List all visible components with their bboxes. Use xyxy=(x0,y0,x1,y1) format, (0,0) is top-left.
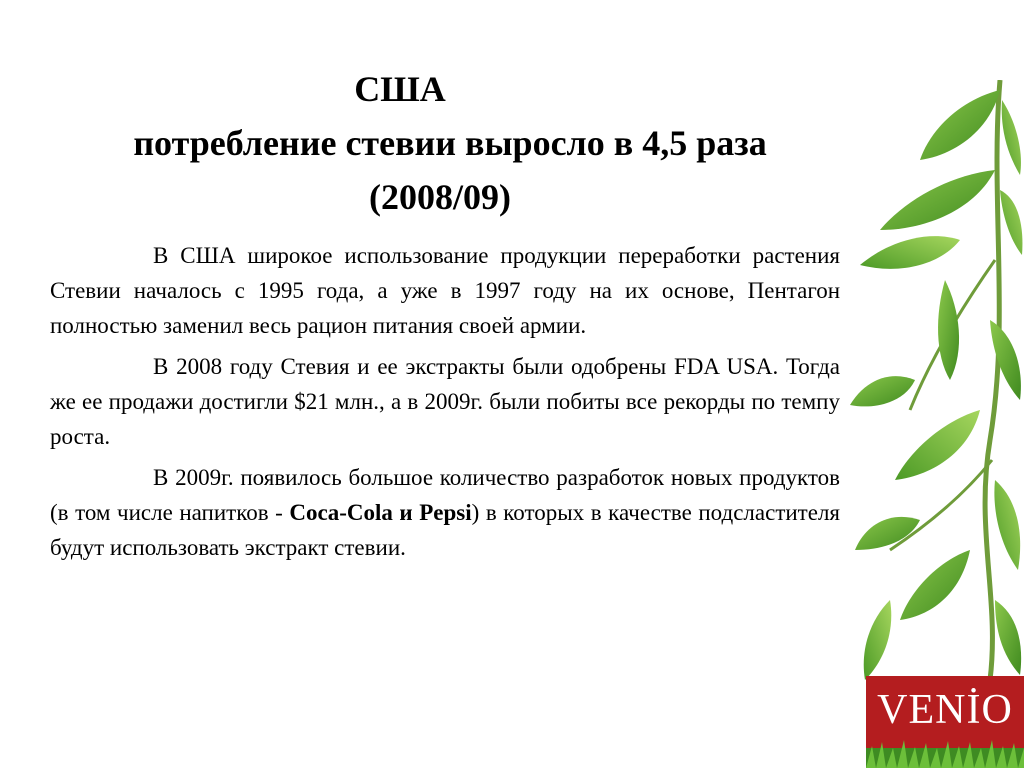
paragraph-history: В США широкое использование продукции переработки растения Стевии началось с 1995 года, а уже в 1997 году на их основе, Пентагон полностью заменил весь рацион питания своей армии. xyxy=(50,243,840,338)
title-country: США xyxy=(354,69,446,109)
logo-text: VENİO xyxy=(877,687,1013,733)
stevia-plant-image xyxy=(850,80,1024,680)
brand-names: Coca-Cola и Pepsi xyxy=(289,500,472,525)
slide-body xyxy=(50,238,840,571)
grass-icon xyxy=(866,738,1024,768)
title-period: (2008/09) xyxy=(369,177,511,217)
paragraph-new-products-end: ) в которых в качестве подсластителя будут использовать экстракт стевии. xyxy=(50,500,840,560)
paragraph-fda-approval: В 2008 году Стевия и ее экстракты были одобрены FDA USA. Тогда же ее продажи достигли $21 млн., а в 2009г. были побиты все рекорды по темпу роста. xyxy=(50,354,840,449)
paragraph-new-products xyxy=(50,460,840,565)
venio-logo xyxy=(866,676,1024,768)
slide-title xyxy=(40,62,860,224)
title-headline: потребление стевии выросло в 4,5 раза xyxy=(133,123,767,163)
paragraph-new-products-start: В 2009г. появилось большое количество разработок новых продуктов (в том числе напитков - xyxy=(50,465,840,525)
